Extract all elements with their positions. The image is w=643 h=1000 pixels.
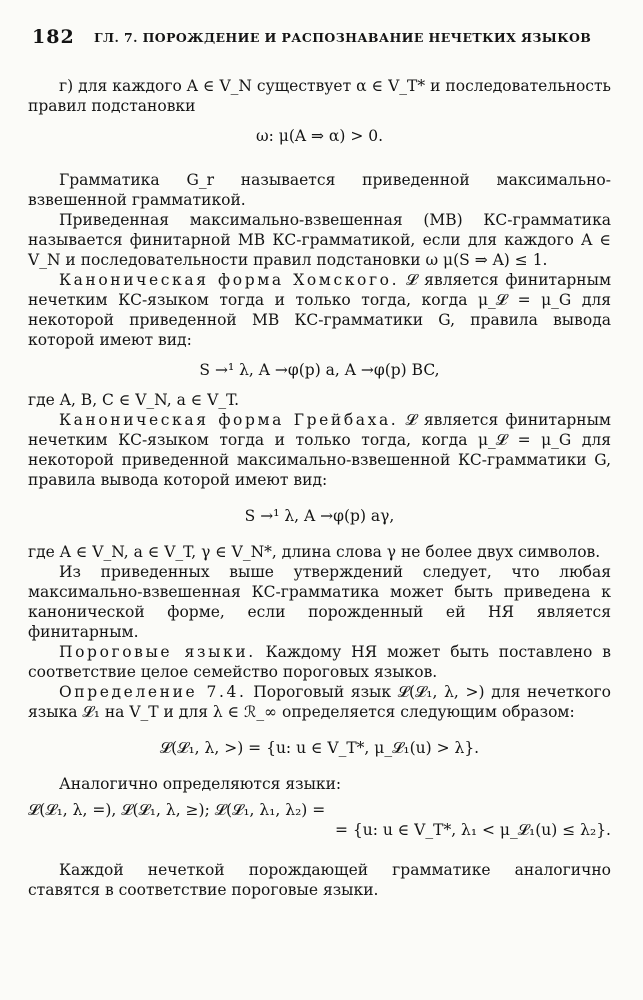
page-header: [28, 26, 615, 54]
formula-analog-line-2: = {u: u ∈ V_T*, λ₁ < μ_𝓛₁(u) ≤ λ₂}.: [334, 821, 611, 839]
page-body: [28, 76, 611, 900]
definition-7-4: [28, 682, 611, 722]
threshold-text: Каждому НЯ может быть поставлено в соответствие целое семейство пороговых языков.: [28, 643, 611, 681]
formula-analog: [28, 800, 611, 840]
where-chomsky: где A, B, C ∈ V_N, a ∈ V_T.: [28, 391, 240, 409]
paragraph-greibach: [28, 410, 611, 490]
page-number: 182: [32, 26, 75, 48]
formula-omega: ω: μ(A ⇒ α) > 0.: [255, 127, 384, 145]
paragraph-reduced: Грамматика G_r называется приведенной максимально-взвешенной грамматикой.: [28, 171, 611, 209]
paragraph-statement: Из приведенных выше утверждений следует, что любая максимально-взвешенная КС-грамматика может быть приведена к канонической форме, если порожденный ей НЯ является финитарным.: [28, 563, 611, 641]
chomsky-heading: Каноническая форма Хомского.: [59, 271, 400, 289]
greibach-text: 𝓛 является финитарным нечетким КС-языком тогда и только тогда, когда μ_𝓛 = μ_G для некоторой приведенной максимально-взвешенной КС-грамматики G, правила вывода которой имеют вид:: [28, 411, 611, 489]
definition-text: Пороговый язык 𝓛(𝓛₁, λ, >) для нечеткого языка 𝓛₁ на V_T и для λ ∈ ℛ_∞ определяется следующим образом:: [28, 683, 611, 721]
paragraph-chomsky: [28, 270, 611, 350]
greibach-heading: Каноническая форма Грейбаха.: [59, 411, 399, 429]
running-head: ГЛ. 7. ПОРОЖДЕНИЕ И РАСПОЗНАВАНИЕ НЕЧЕТКИХ ЯЗЫКОВ: [94, 30, 592, 45]
item-g: г) для каждого A ∈ V_N существует α ∈ V_T* и последовательность правил подстановки: [28, 77, 611, 115]
definition-heading: Определение 7.4.: [59, 683, 247, 701]
formula-chomsky: S →¹ λ, A →φ(p) a, A →φ(p) BC,: [199, 361, 440, 379]
where-greibach: где A ∈ V_N, a ∈ V_T, γ ∈ V_N*, длина слова γ не более двух символов.: [28, 543, 601, 561]
formula-greibach: S →¹ λ, A →φ(p) aγ,: [244, 507, 395, 525]
paragraph-final: Каждой нечеткой порождающей грамматике аналогично ставятся в соответствие пороговые языки.: [28, 861, 611, 899]
chomsky-text: 𝓛 является финитарным нечетким КС-языком тогда и только тогда, когда μ_𝓛 = μ_G для некоторой приведенной МВ КС-грамматики G, правила вывода которой имеют вид:: [28, 271, 611, 349]
threshold-heading: Пороговые языки.: [59, 643, 256, 661]
formula-analog-line-1: 𝓛(𝓛₁, λ, =), 𝓛(𝓛₁, λ, ≥); 𝓛(𝓛₁, λ₁, λ₂) =: [28, 801, 326, 819]
paragraph-finitary: Приведенная максимально-взвешенная (МВ) КС-грамматика называется финитарной МВ КС-грамматикой, если для каждого A ∈ V_N и последовательности правил подстановки ω μ(S ⇒ A) ≤ 1.: [28, 211, 611, 269]
paragraph-analog: Аналогично определяются языки:: [59, 775, 342, 793]
formula-threshold: 𝓛(𝓛₁, λ, >) = {u: u ∈ V_T*, μ_𝓛₁(u) > λ}.: [159, 739, 480, 757]
paragraph-threshold: [28, 642, 611, 682]
